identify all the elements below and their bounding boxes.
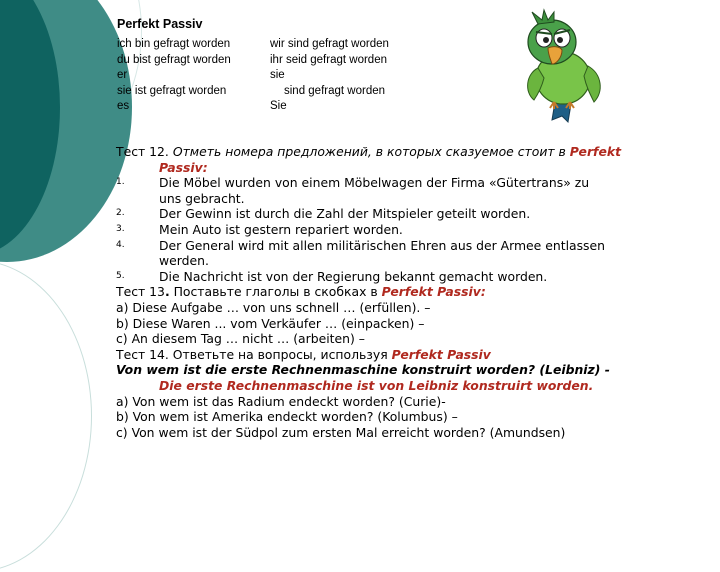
test13-line: c) An diesem Tag … nicht … (arbeiten) – — [116, 331, 365, 347]
test13-line: b) Diese Waren ... vom Verkäufer … (einpacken) – — [116, 315, 425, 331]
list-item: 4. Der General wird mit allen militärischen Ehren aus der Armee entlassen werden. — [116, 237, 605, 269]
singular-column — [117, 37, 270, 115]
conj-line: es — [117, 100, 130, 112]
list-item: 5. Die Nachricht ist von der Regierung bekannt gemacht worden. — [116, 268, 548, 284]
left-decoration — [0, 0, 100, 540]
conjugation-title: Perfekt Passiv — [117, 17, 203, 31]
conj-line: sie ist gefragt worden — [117, 84, 227, 97]
test14-example-question: Von wem ist die erste Rechnenmaschine konstruirt worden? (Leibniz) - — [116, 362, 610, 378]
conj-line: er — [117, 69, 128, 81]
list-item: 2. Der Gewinn ist durch die Zahl der Mitspieler geteilt worden. — [116, 206, 531, 222]
conj-line: ich bin gefragt worden — [117, 38, 231, 50]
conj-line: ihr seid gefragt worden — [270, 53, 387, 66]
test13-heading: Тест 13. Поставьте глаголы в скобках в Perfekt Passiv: — [116, 284, 486, 300]
exercises — [116, 144, 688, 440]
plural-column — [270, 37, 440, 115]
test14-heading: Тест 14. Ответьте на вопросы, используя Perfekt Passiv — [116, 346, 491, 362]
conj-line: sie — [270, 69, 285, 81]
conj-line: sind gefragt worden — [284, 84, 386, 97]
conj-line: Sie — [270, 100, 287, 112]
test14-line: c) Von wem ist der Südpol zum ersten Mal erreicht worden? (Amundsen) — [116, 424, 566, 440]
test12-heading-term: Passiv: — [159, 159, 208, 175]
parrot-illustration — [508, 8, 614, 124]
list-item: 1. Die Möbel wurden von einem Möbelwagen der Firma «Gütertrans» zu uns gebracht. — [116, 175, 590, 206]
test12-heading: Тест 12. Отметь номера предложений, в которых сказуемое стоит в Perfekt — [116, 144, 622, 159]
test14-example-answer: Die erste Rechnenmaschine ist von Leibniz konstruirt worden. — [159, 377, 594, 393]
test13-line: a) Diese Aufgabe … von uns schnell … (erfüllen). – — [116, 299, 431, 315]
test14-line: a) Von wem ist das Radium endeckt worden? (Curie)- — [116, 393, 446, 409]
conjugation-table — [117, 17, 440, 115]
conj-line: du bist gefragt worden — [117, 53, 231, 66]
list-item: 3. Mein Auto ist gestern repariert worden. — [116, 221, 403, 237]
test14-line: b) Von wem ist Amerika endeckt worden? (Kolumbus) – — [116, 409, 458, 425]
conj-line: wir sind gefragt worden — [270, 38, 389, 50]
